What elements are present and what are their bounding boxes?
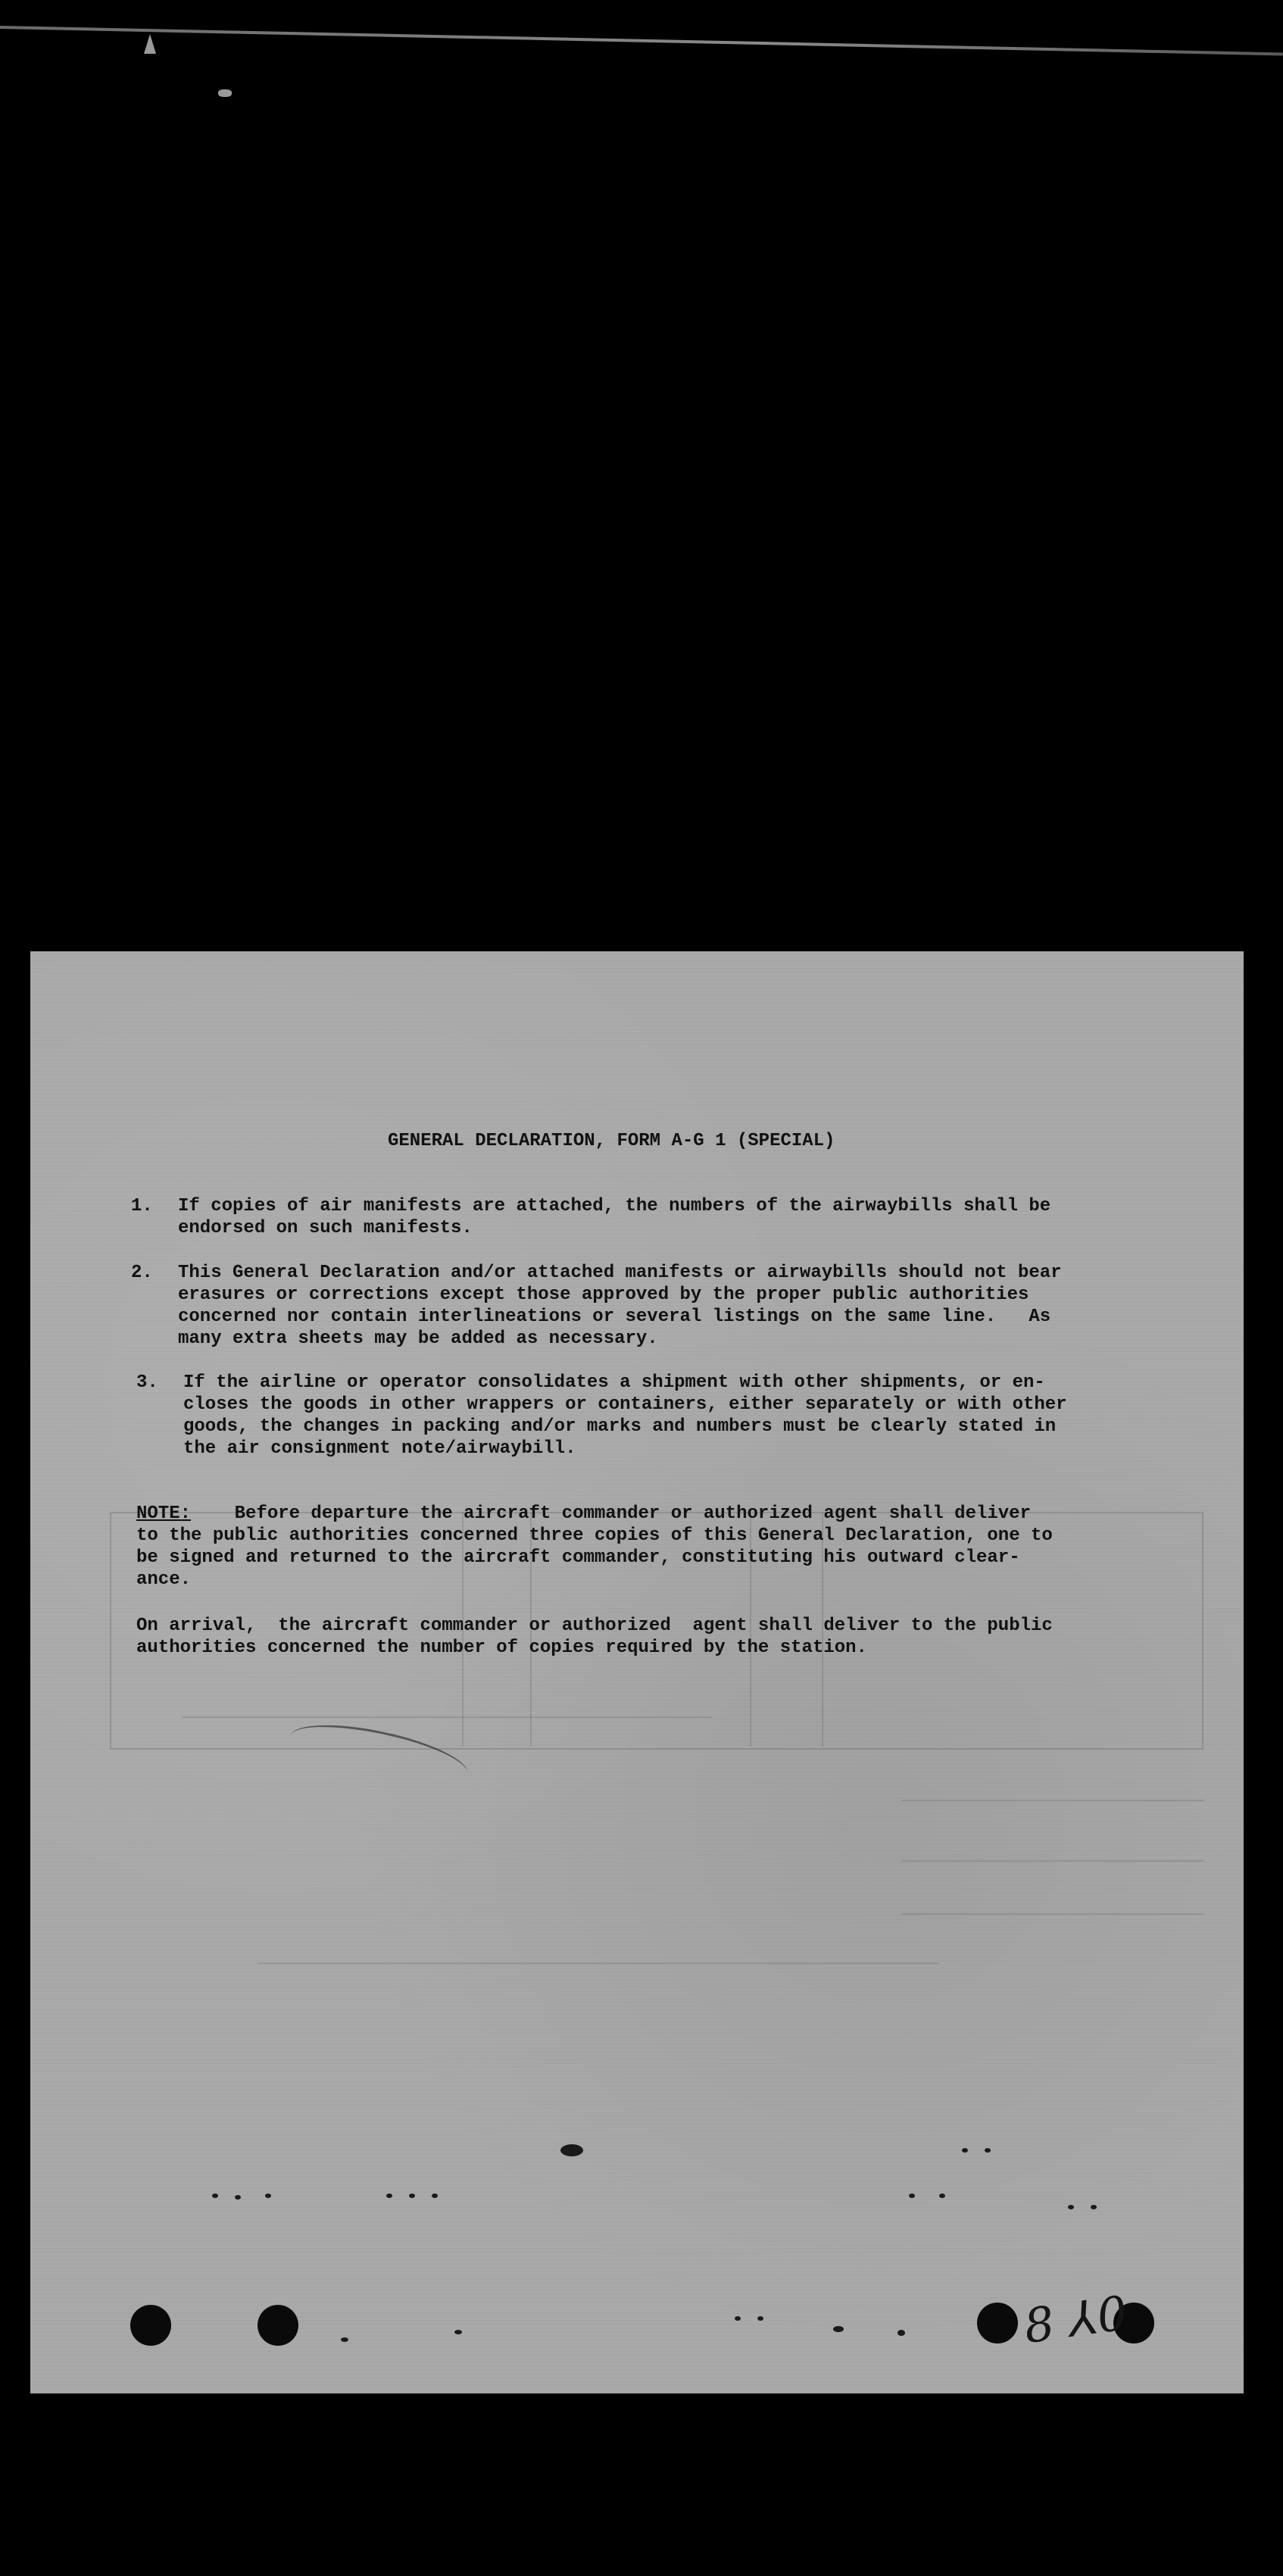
instruction-item-3 [136,1372,1212,1463]
speck [235,2195,241,2200]
note-paragraph [136,1503,1219,1594]
document-page [30,951,1244,2393]
speck [386,2194,392,2198]
item-number: 1. [131,1196,153,1216]
speck [735,2316,741,2321]
film-artifact-mark [218,89,232,97]
speck [409,2194,415,2198]
arrival-paragraph [136,1615,1219,1660]
arrival-line: On arrival, the aircraft commander or authorized agent shall deliver to the public [136,1616,1053,1636]
bleed-through-line [182,1716,712,1718]
item-line: If the airline or operator consolidates a shipment with other shipments, or en- [183,1372,1045,1393]
note-line: be signed and returned to the aircraft commander, constituting his outward clear- [136,1547,1020,1568]
item-line: If copies of air manifests are attached, the numbers of the airwaybills shall be [178,1196,1051,1216]
speck [432,2194,438,2198]
speck [341,2337,348,2342]
speck [454,2330,462,2334]
speck [985,2148,991,2153]
speck [1091,2205,1097,2209]
item-line: erasures or corrections except those approved by the proper public authorities [178,1285,1029,1305]
note-line: to the public authorities concerned three copies of this General Declaration, one to [136,1525,1053,1546]
item-line: closes the goods in other wrappers or containers, either separately or with other [183,1394,1067,1415]
bleed-through-line [901,1800,1204,1801]
bleed-through-line [258,1962,939,1964]
item-number: 2. [131,1263,153,1283]
bleed-through-line [901,1913,1204,1915]
item-line: goods, the changes in packing and/or marks and numbers must be clearly stated in [183,1416,1057,1437]
speck [212,2194,218,2198]
speck [909,2194,915,2198]
item-line: concerned nor contain interlineations or several listings on the same line. As [178,1307,1051,1327]
item-line: endorsed on such manifests. [178,1218,473,1238]
punch-hole [258,2305,298,2346]
speck [560,2144,583,2156]
punch-hole [130,2305,171,2346]
film-top-rule [0,26,1283,55]
instruction-item-2 [131,1262,1207,1353]
speck [962,2148,968,2153]
speck [833,2326,844,2332]
item-line: This General Declaration and/or attached manifests or airwaybills should not bear [178,1263,1062,1283]
item-line: the air consignment note/airwaybill. [183,1438,576,1459]
film-artifact-mark [144,34,156,54]
punch-hole [977,2303,1018,2343]
speck [897,2330,905,2336]
note-line: ance. [136,1569,192,1590]
instruction-item-1 [131,1195,1207,1241]
item-line: many extra sheets may be added as necessary. [178,1329,658,1349]
document-title: GENERAL DECLARATION, FORM A-G 1 (SPECIAL) [388,1131,835,1151]
speck [1068,2205,1074,2209]
note-line: Before departure the aircraft commander or authorized agent shall deliver [191,1503,1031,1524]
speck [265,2194,271,2198]
note-label: NOTE: [136,1503,192,1524]
speck [939,2194,945,2198]
speck [757,2316,763,2321]
bleed-through-line [901,1860,1204,1862]
handwritten-page-mark: 8 ⅄0 [1020,2284,1131,2355]
item-number: 3. [136,1372,158,1393]
arrival-line: authorities concerned the number of copies required by the station. [136,1638,867,1658]
